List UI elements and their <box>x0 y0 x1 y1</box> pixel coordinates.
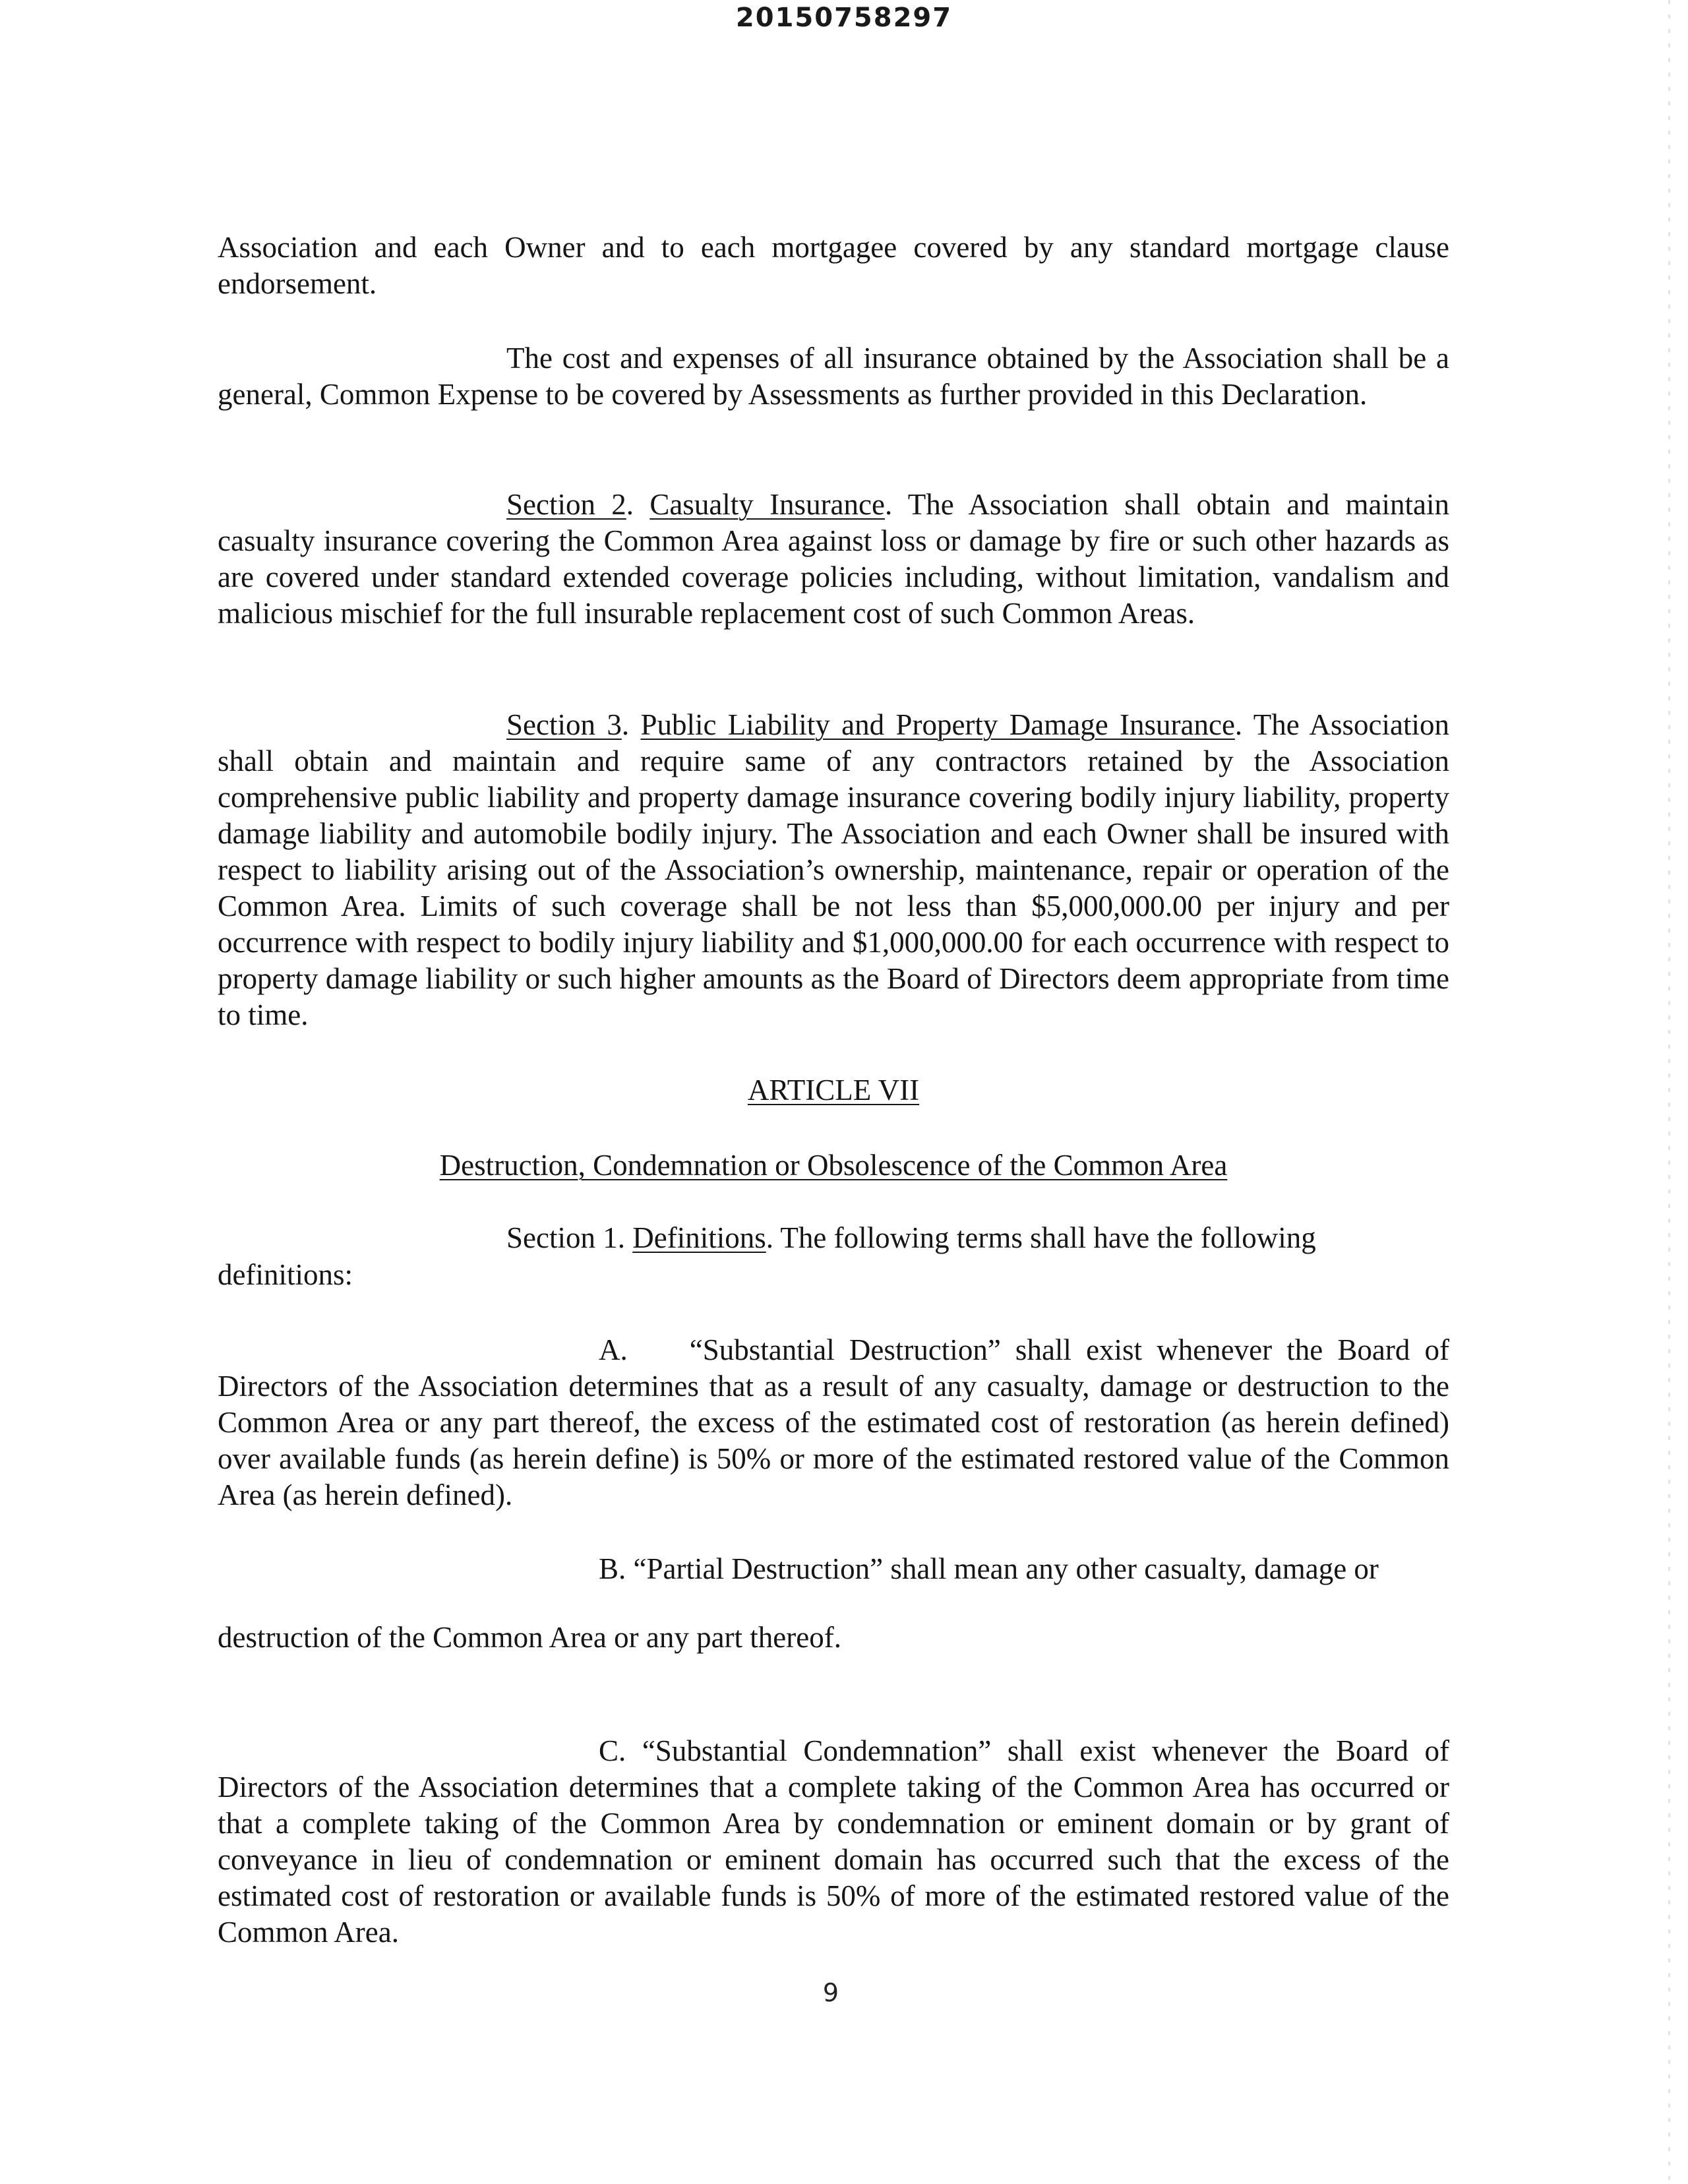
definition-c: C. “Substantial Condemnation” shall exist whenever the Board of Directors of the Association determines that a complete taking of the Common Area has occurred or that a complete taking of the Common Area by condemnation or eminent domain or by grant of conveyance in lieu of condemnation or eminent domain has occurred such that the excess of the estimated cost of restoration or available funds is 50% of more of the estimated restored value of the Common Area. <box>218 1734 1449 1949</box>
section-3-liability-insurance: Section 3. Public Liability and Property Damage Insurance. The Association shall obtain and maintain and require same of any contractors retained by the Association comprehensive public liability and property damage insurance covering bodily injury liability, property damage liability and automobile bodily injury. The Association and each Owner shall be insured with respect to liability arising out of the Association’s ownership, maintenance, repair or operation of the Common Area. Limits of such coverage shall be not less than $5,000,000.00 per injury and per occurrence with respect to bodily injury liability and $1,000,000.00 for each occurrence with respect to property damage liability or such higher amounts as the Board of Directors deem appropriate from time to time. <box>218 708 1450 1031</box>
definition-b-first-line: B. “Partial Destruction” shall mean any other casualty, damage or <box>599 1552 1379 1585</box>
definition-a <box>218 1332 1449 1513</box>
section-2-casualty-insurance: Section 2. Casualty Insurance. The Association shall obtain and maintain casualty insurance covering the Common Area against loss or damage by fire or such other hazards as are covered under standard extended coverage policies including, without limitation, vandalism and malicious mischief for the full insurable replacement cost of such Common Areas. <box>218 488 1449 630</box>
definitions-continuation: definitions: <box>218 1258 353 1291</box>
section-3-text: The Association shall obtain and maintain and require same of any contractors retained by the Association comprehensive public liability and property damage insurance covering bodily injury liability, property damage liability and automobile bodily injury. The Association and each Owner shall be insured with respect to liability arising out of the Association’s ownership, maintenance, repair or operation of the Common Area. Limits of such coverage shall be not less than $5,000,000.00 per injury and per occurrence with respect to bodily injury liability and $1,000,000.00 for each occurrence with respect to property damage liability or such higher amounts as the Board of Directors deem appropriate from time to time. <box>218 708 1450 1031</box>
definition-a-letter: A. <box>599 1333 628 1366</box>
section-3-title: Public Liability and Property Damage Insurance <box>640 708 1235 741</box>
article-heading: ARTICLE VII <box>747 1074 920 1107</box>
section-1-definitions <box>218 1220 1449 1256</box>
section-2-text: The Association shall obtain and maintain casualty insurance covering the Common Area against loss or damage by fire or such other hazards as are covered under standard extended coverage policies including, without limitation, vandalism and malicious mischief for the full insurable replacement cost of such Common Areas. <box>218 488 1449 630</box>
section-1-text: . The following terms shall have the following <box>766 1221 1316 1254</box>
document-number: 20150758297 <box>735 3 953 33</box>
section-1-label: Section 1. <box>506 1221 633 1254</box>
definition-b-second-line: destruction of the Common Area or any part thereof. <box>218 1621 841 1654</box>
section-2-label: Section 2 <box>506 488 626 521</box>
paragraph-insurance-cost: The cost and expenses of all insurance obtained by the Association shall be a general, Common Expense to be covered by Assessments as further provided in this Declaration. <box>218 342 1449 411</box>
section-1-title: Definitions <box>632 1221 766 1254</box>
section-3-label: Section 3 <box>506 708 622 741</box>
definition-a-text: “Substantial Destruction” shall exist whenever the Board of Directors of the Association determines that as a result of any casualty, damage or destruction to the Common Area or any part thereof, the excess of the estimated cost of restoration (as herein defined) over available funds (as herein define) is 50% or more of the estimated restored value of the Common Area (as herein defined). <box>218 1333 1449 1511</box>
section-2-title: Casualty Insurance <box>649 488 885 521</box>
article-title: Destruction, Condemnation or Obsolescence of the Common Area <box>439 1149 1228 1182</box>
paragraph-endorsement: Association and each Owner and to each mortgagee covered by any standard mortgage clause endorsement. <box>218 231 1449 300</box>
scan-edge-artifact <box>1668 0 1670 2184</box>
page-number: 9 <box>822 1978 839 2007</box>
